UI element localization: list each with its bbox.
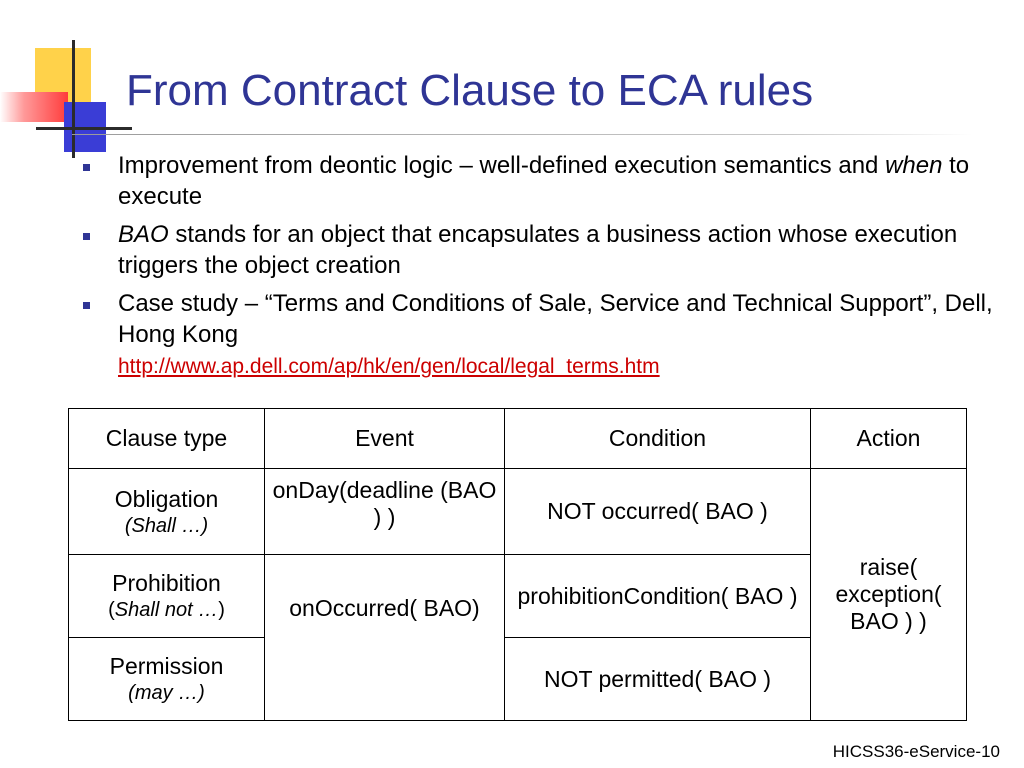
- header-clause-type: Clause type: [69, 409, 265, 469]
- condition-cell: NOT occurred( BAO ): [505, 469, 811, 555]
- clause-type-cell: [69, 638, 265, 721]
- bullet-square-icon: [83, 164, 90, 171]
- header-event: Event: [265, 409, 505, 469]
- clause-type-name: Obligation: [114, 485, 219, 512]
- bullet-text: BAO stands for an object that encapsulates a business action whose execution triggers the object creation: [118, 221, 958, 279]
- event-cell: onDay(deadline (BAO ) ): [265, 469, 505, 555]
- bullet-text: Case study – “Terms and Conditions of Sale, Service and Technical Support”, Dell, Hong Kong http://www.ap.dell.com/ap/hk/en/gen/local/legal_terms.htm: [118, 290, 993, 378]
- slide-footer: HICSS36-eService-10: [832, 742, 1000, 761]
- action-cell: raise( exception( BAO ) ): [811, 469, 967, 721]
- clause-type-cell: [69, 555, 265, 638]
- clause-type-name: Permission: [109, 653, 224, 679]
- clause-modal: (Shall not …): [108, 599, 225, 621]
- clause-type-cell: [69, 469, 265, 555]
- emphasis-bao: BAO: [118, 221, 169, 248]
- table-row: [69, 469, 967, 555]
- title-divider: [72, 134, 972, 135]
- clause-type-name: Prohibition: [112, 570, 221, 596]
- logo-horizontal-line: [36, 127, 132, 130]
- slide-title: From Contract Clause to ECA rules: [126, 66, 814, 115]
- condition-cell: NOT permitted( BAO ): [505, 638, 811, 721]
- slide-logo-decoration: [0, 0, 130, 160]
- bullet-square-icon: [83, 233, 90, 240]
- bullet-text: Improvement from deontic logic – well-defined execution semantics and when to execute: [118, 152, 970, 210]
- header-action: Action: [811, 409, 967, 469]
- eca-rules-table: [68, 408, 967, 721]
- emphasis-when: when: [885, 152, 943, 179]
- logo-red-bar: [0, 92, 68, 122]
- dell-terms-link[interactable]: http://www.ap.dell.com/ap/hk/en/gen/local/legal_terms.htm: [118, 355, 660, 378]
- clause-modal: (may …): [128, 682, 205, 704]
- logo-vertical-line: [72, 40, 75, 158]
- header-condition: Condition: [505, 409, 811, 469]
- clause-modal: (Shall …): [124, 514, 209, 537]
- table-header-row: [69, 409, 967, 469]
- event-cell: onOccurred( BAO): [265, 555, 505, 721]
- condition-cell: prohibitionCondition( BAO ): [505, 555, 811, 638]
- bullet-square-icon: [83, 302, 90, 309]
